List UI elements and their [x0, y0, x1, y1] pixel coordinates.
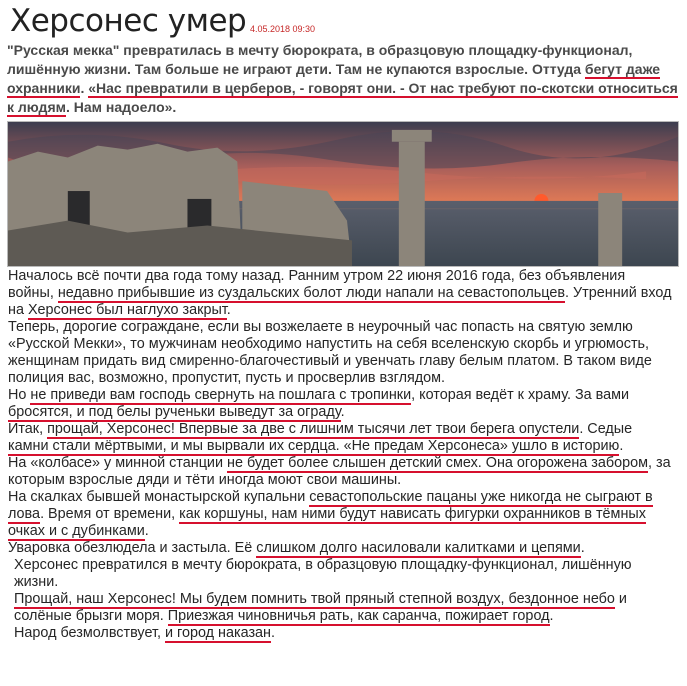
text-segment: "Русская мекка" превратилась в мечту бюрократа, в образцовую площадку-функционал, лишённую жизни. Там больше не играют дети. Там не купаются взрослые. Оттуда: [7, 42, 633, 77]
paragraph: [8, 421, 672, 455]
text-segment: .: [580, 540, 585, 556]
highlighted-text: Приезжая чиновничья рать, как саранча, пожирает город: [167, 608, 550, 624]
article-title: Херсонес умер: [10, 3, 247, 39]
highlighted-text: прощай, Херсонес! Впервые за две с лишним тысячи лет твои берега опустели: [47, 421, 580, 437]
highlighted-text: бегут даже охранники: [7, 61, 661, 96]
article-photo: [7, 121, 679, 267]
article-lead: [7, 41, 679, 117]
text-segment: Уваровка обезлюдела и застыла. Её: [8, 540, 257, 556]
text-segment: На «колбасе» у минной станции: [8, 455, 228, 471]
paragraph: [8, 319, 672, 387]
highlighted-text: камни стали мёртвыми, и мы вырвали их сердца. «Не предам Херсонеса» ушло в историю: [8, 438, 620, 454]
text-segment: .: [549, 608, 554, 624]
paragraph: [8, 387, 672, 421]
text-segment: На скалках бывшей монастырской купальни: [8, 489, 310, 505]
article-body: [8, 268, 672, 642]
highlighted-text: «Нас превратили в церберов, - говорят они. - От нас требуют по-скотски относиться к людям: [7, 80, 678, 115]
text-segment: . Утренний вход на: [8, 285, 672, 318]
text-segment: . Время от времени,: [40, 506, 180, 522]
text-segment: и солёные брызги моря.: [14, 591, 627, 624]
text-segment: .: [619, 438, 624, 454]
paragraph: [8, 557, 672, 591]
paragraph: [8, 625, 672, 642]
paragraph: [8, 455, 672, 489]
text-segment: .: [340, 404, 345, 420]
highlighted-text: Прощай, наш Херсонес! Мы будем помнить твой пряный степной воздух, бездонное небо: [14, 591, 615, 607]
text-segment: Херсонес превратился в мечту бюрократа, в образцовую площадку-функционал, лишённую жизни.: [14, 557, 632, 590]
text-segment: Итак,: [8, 421, 48, 437]
paragraph: [8, 540, 672, 557]
text-segment: . Седые: [579, 421, 633, 437]
text-segment: Народ безмолвствует,: [14, 625, 165, 641]
highlighted-text: недавно прибывшие из суздальских болот люди напали на севастопольцев: [57, 285, 566, 301]
text-segment: . Нам надоело».: [65, 99, 177, 115]
paragraph: [8, 489, 672, 540]
text-segment: Теперь, дорогие сограждане, если вы возжелаете в неурочный час попасть на святую землю «Русской Мекки», то мужчинам необходимо напустить на себя вселенскую скорбь и угрюмость, женщинам придать вид смиренно-благочестивый и увенчать главу белым платом. В таком виде полиция вас, возможно, пропустит, пусть и просверлив взглядом.: [8, 319, 652, 386]
highlighted-text: не приведи вам господь свернуть на пошлага с тропинки: [30, 387, 412, 403]
paragraph: [8, 591, 672, 625]
text-segment: .: [226, 302, 231, 318]
text-segment: .: [144, 523, 149, 539]
highlighted-text: бросятся, и под белы рученьки выведут за ограду: [8, 404, 341, 420]
paragraph: [8, 268, 672, 319]
highlighted-text: как коршуны, нам ними будут нависать фигурки охранников в тёмных очках и с дубинками: [8, 506, 646, 539]
highlighted-text: и город наказан: [164, 625, 271, 641]
text-segment: .: [80, 80, 89, 96]
publish-date: 4.05.2018 09:30: [250, 24, 316, 34]
highlighted-text: не будет более слышен детский смех. Она огорожена забором: [227, 455, 649, 471]
text-segment: Началось всё почти два года тому назад. Ранним утром 22 июня 2016 года, без объявления войны,: [8, 268, 626, 301]
highlighted-text: Херсонес был наглухо закрыт: [27, 302, 227, 318]
text-segment: , за которым взрослые дяди и тёти иногда моют свои машины.: [8, 455, 671, 488]
text-segment: .: [271, 625, 275, 641]
text-segment: , которая ведёт к храму. За вами: [411, 387, 630, 403]
highlighted-text: севастопольские пацаны уже никогда не сыграют в лова: [8, 489, 653, 522]
text-segment: Но: [8, 387, 31, 403]
highlighted-text: слишком долго насиловали калитками и цепями: [256, 540, 581, 556]
